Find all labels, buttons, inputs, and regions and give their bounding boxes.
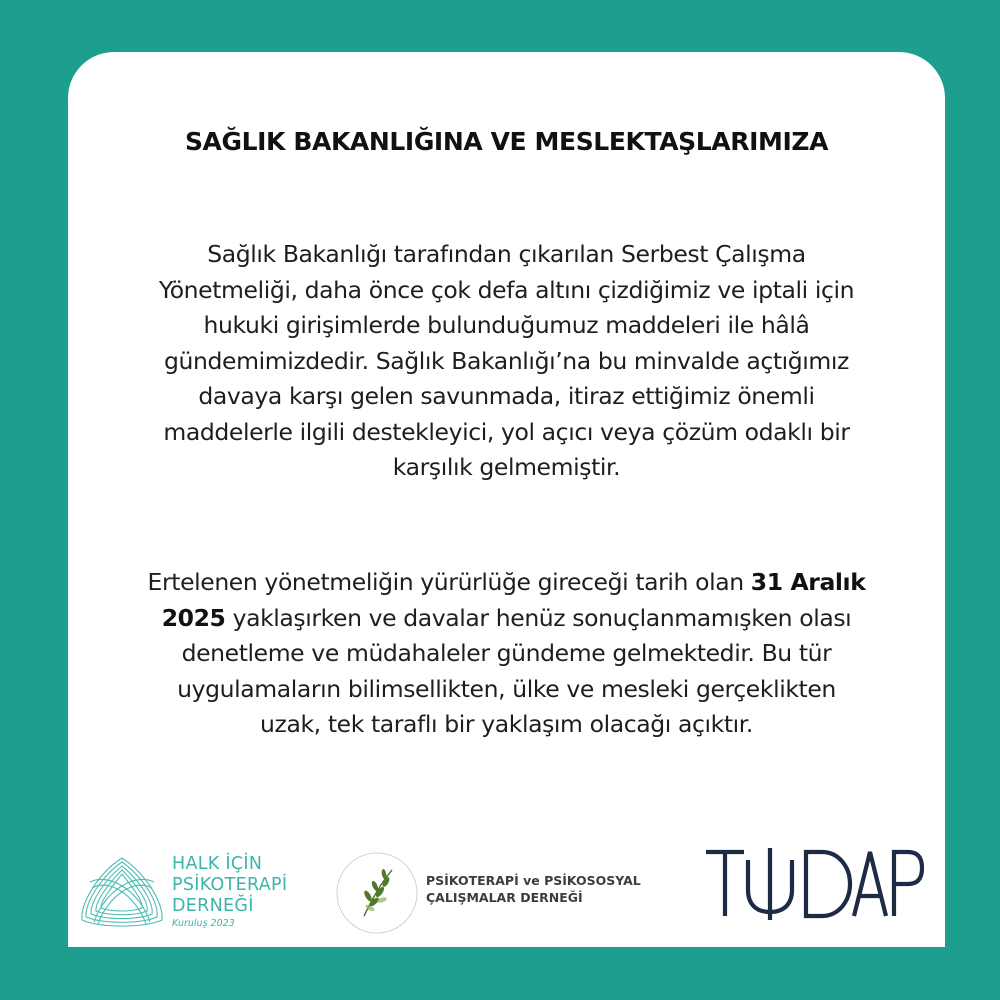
deadline-date: 31 Aralık (750, 568, 866, 596)
deadline-year: 2025 (161, 603, 226, 632)
psikoterapi-psikososyal-logo (330, 830, 690, 947)
halk-icin-psikoterapi-logo (68, 830, 308, 947)
announcement-card (68, 52, 945, 947)
paragraph-2-text: yaklaşırken ve davalar henüz sonuçlanmamışken olası (225, 603, 852, 632)
logo-text-line: DERNEĞİ (172, 896, 254, 916)
psikoterapi-psikososyal-wordmark (426, 872, 641, 906)
logo-founded-year: Kuruluş 2023 (172, 918, 235, 929)
halk-icin-psikoterapi-wordmark (172, 854, 287, 931)
logo-text-line: PSİKOTERAPİ ve PSİKOSOSYAL (426, 873, 641, 888)
logo-strip (68, 830, 945, 947)
paragraph-2-text: Ertelenen yönetmeliğin yürürlüğe gireceği tarih olan (147, 568, 751, 596)
paragraph-1-line: Yönetmeliği, daha önce çok defa altını çizdiğimiz ve iptali için (158, 275, 855, 304)
olive-branch-icon (334, 850, 420, 936)
paragraph-1-line: hukuki girişimlerde bulunduğumuz maddeleri ile hâlâ (203, 311, 810, 339)
paragraph-2-line: uzak, tek taraflı bir yaklaşım olacağı açıktır. (260, 710, 753, 738)
paragraph-1-line: davaya karşı gelen savunmada, itiraz ettiğimiz önemli (198, 382, 815, 410)
triangle-knot-icon (74, 852, 170, 932)
logo-text-line: HALK İÇİN (172, 854, 263, 874)
tudap-logo (704, 846, 924, 922)
paragraph-2-line: denetleme ve müdahaleler gündeme gelmektedir. Bu tür (181, 639, 832, 667)
tudap-wordmark-icon (704, 846, 924, 922)
paragraph-1 (76, 237, 937, 486)
paragraph-2-line: uygulamaların bilimsellikten, ülke ve mesleki gerçeklikten (177, 674, 836, 703)
paragraph-1-line: Sağlık Bakanlığı tarafından çıkarılan Serbest Çalışma (207, 240, 806, 268)
paragraph-1-line: gündemimizdedir. Sağlık Bakanlığı’na bu minvalde açtığımız (164, 346, 849, 375)
logo-text-line: ÇALIŞMALAR DERNEĞİ (426, 890, 583, 905)
paragraph-2 (76, 565, 937, 743)
paragraph-1-line: maddelerle ilgili destekleyici, yol açıcı veya çözüm odaklı bir (163, 417, 850, 446)
announcement-title: SAĞLIK BAKANLIĞINA VE MESLEKTAŞLARIMIZA (184, 127, 829, 156)
paragraph-1-line: karşılık gelmemiştir. (392, 453, 621, 481)
logo-text-line: PSİKOTERAPİ (172, 875, 288, 895)
